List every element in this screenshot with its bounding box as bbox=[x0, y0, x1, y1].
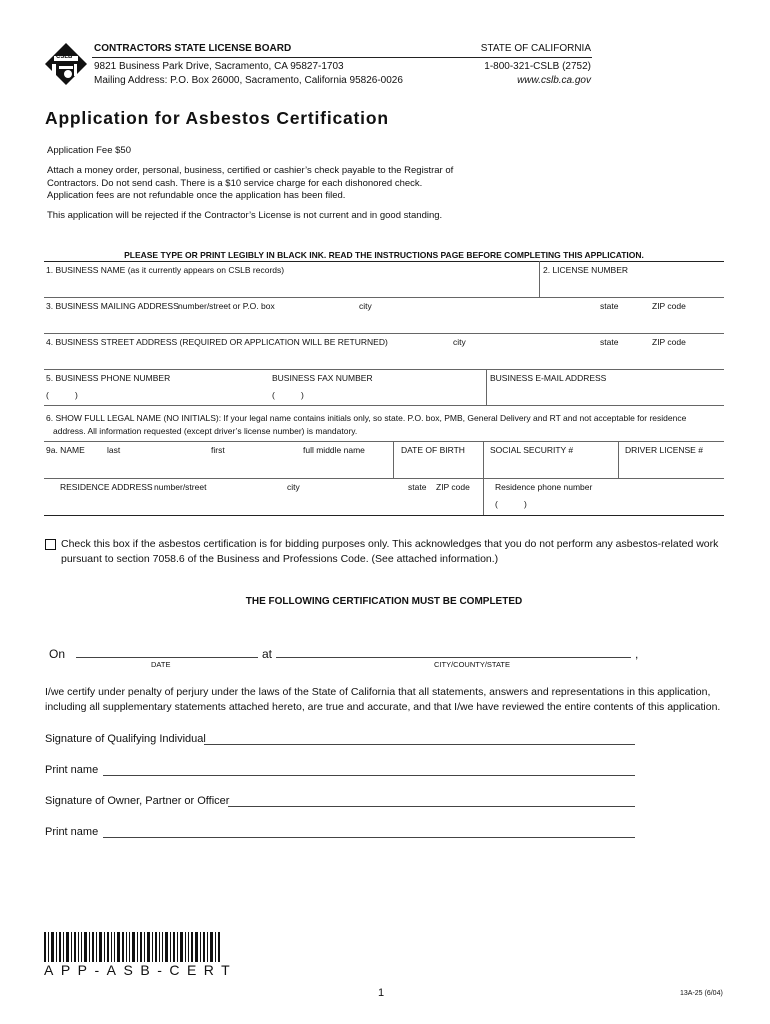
header-rule bbox=[92, 57, 592, 58]
grid-line bbox=[44, 369, 724, 370]
mailing-address-label: 3. BUSINESS MAILING ADDRESS bbox=[46, 301, 179, 311]
name-label: 9a. NAME bbox=[46, 445, 85, 455]
driver-license-input[interactable] bbox=[621, 456, 722, 476]
website-link[interactable]: www.cslb.ca.gov bbox=[517, 75, 591, 86]
street-city-label: city bbox=[453, 337, 466, 347]
first-name-label: first bbox=[211, 445, 225, 455]
residence-zip-label: ZIP code bbox=[436, 482, 470, 492]
mailing-state-label: state bbox=[600, 301, 619, 311]
residence-phone-input[interactable] bbox=[486, 494, 722, 513]
bidding-checkbox-text-2: pursuant to section 7058.6 of the Business and Professions Code. (See attached information.) bbox=[61, 553, 499, 565]
print-name-label-2: Print name bbox=[45, 826, 99, 838]
org-name: CONTRACTORS STATE LICENSE BOARD bbox=[94, 43, 292, 54]
on-label: On bbox=[49, 647, 66, 661]
perjury-statement-2: including all supplementary statements attached hereto, are true and accurate, and that I/we have reviewed the entire contents of this application. bbox=[45, 701, 721, 713]
res-phone-paren-open: ( bbox=[495, 499, 498, 509]
street-state-label: state bbox=[600, 337, 619, 347]
state-name: STATE OF CALIFORNIA bbox=[480, 43, 591, 54]
print-name-line-2[interactable] bbox=[103, 837, 635, 838]
mailing-address-input[interactable] bbox=[46, 312, 722, 331]
street-address: 9821 Business Park Drive, Sacramento, CA 95827-1703 bbox=[94, 61, 344, 72]
middle-name-label: full middle name bbox=[303, 445, 365, 455]
residence-address-label: RESIDENCE ADDRESS bbox=[60, 482, 153, 492]
grid-line bbox=[44, 441, 724, 442]
business-name-input[interactable] bbox=[46, 276, 536, 295]
business-email-input[interactable] bbox=[488, 384, 722, 403]
print-name-line-1[interactable] bbox=[103, 775, 635, 776]
phone-paren-close: ) bbox=[75, 390, 78, 400]
grid-divider bbox=[393, 441, 394, 478]
street-address-label: 4. BUSINESS STREET ADDRESS (REQUIRED OR APPLICATION WILL BE RETURNED) bbox=[46, 337, 388, 347]
driver-license-label: DRIVER LICENSE # bbox=[625, 445, 703, 455]
page-number: 1 bbox=[378, 987, 385, 999]
residence-phone-label: Residence phone number bbox=[495, 482, 593, 492]
bidding-only-checkbox[interactable] bbox=[45, 539, 56, 550]
grid-divider bbox=[483, 441, 484, 515]
ssn-label: SOCIAL SECURITY # bbox=[490, 445, 574, 455]
place-caption: CITY/COUNTY/STATE bbox=[434, 660, 510, 669]
rejection-notice: This application will be rejected if the Contractor’s License is not current and in good standing. bbox=[47, 210, 443, 221]
owner-signature-line[interactable] bbox=[228, 806, 635, 807]
mailing-city-label: city bbox=[359, 301, 372, 311]
payment-instructions: Attach a money order, personal, business, certified or cashier’s check payable to the Registrar of Contractors. Do not send cash. There is a $10 service charge for each dishonored check. Application fees are not refundable once the application has been filed. bbox=[47, 165, 454, 201]
print-name-label-1: Print name bbox=[45, 764, 99, 776]
qualifying-signature-line[interactable] bbox=[204, 744, 635, 745]
application-fee: Application Fee $50 bbox=[47, 145, 131, 156]
grid-divider bbox=[539, 261, 540, 297]
residence-state-label: state bbox=[408, 482, 427, 492]
last-name-label: last bbox=[107, 445, 121, 455]
full-name-input[interactable] bbox=[46, 456, 391, 476]
date-of-birth-label: DATE OF BIRTH bbox=[401, 445, 465, 455]
form-code: 13A-25 (6/04) bbox=[680, 990, 723, 997]
qualifying-signature-label: Signature of Qualifying Individual bbox=[45, 733, 206, 745]
place-comma: , bbox=[635, 647, 639, 661]
business-phone-input[interactable] bbox=[46, 384, 268, 403]
license-number-label: 2. LICENSE NUMBER bbox=[543, 265, 629, 275]
certification-heading: THE FOLLOWING CERTIFICATION MUST BE COMPLETED bbox=[245, 596, 523, 607]
residence-address-sublabel: number/street bbox=[154, 482, 207, 492]
date-caption: DATE bbox=[151, 660, 171, 669]
barcode-image bbox=[44, 932, 220, 962]
grid-line bbox=[44, 297, 724, 298]
fax-paren-open: ( bbox=[272, 390, 275, 400]
res-phone-paren-close: ) bbox=[524, 499, 527, 509]
street-address-input[interactable] bbox=[46, 348, 722, 367]
residence-city-label: city bbox=[287, 482, 300, 492]
street-zip-label: ZIP code bbox=[652, 337, 686, 347]
phone-paren-open: ( bbox=[46, 390, 49, 400]
mailing-address: Mailing Address: P.O. Box 26000, Sacramento, California 95826-0026 bbox=[94, 75, 403, 86]
legal-name-instructions-2: address. All information requested (except driver’s license number) is mandatory. bbox=[53, 426, 358, 436]
legal-name-instructions-1: 6. SHOW FULL LEGAL NAME (NO INITIALS): If your legal name contains initials only, so state. P.O. box, PMB, General Delivery and RT and not acceptable for residence bbox=[46, 413, 687, 423]
cslb-logo bbox=[44, 42, 88, 86]
phone-number: 1-800-321-CSLB (2752) bbox=[484, 61, 591, 72]
grid-line bbox=[44, 261, 724, 262]
mailing-zip-label: ZIP code bbox=[652, 301, 686, 311]
place-line[interactable] bbox=[276, 657, 631, 658]
at-label: at bbox=[262, 647, 273, 661]
page-title: Application for Asbestos Certification bbox=[45, 108, 389, 128]
form-instructions: PLEASE TYPE OR PRINT LEGIBLY IN BLACK INK. READ THE INSTRUCTIONS PAGE BEFORE COMPLETING THIS APPLICATION. bbox=[124, 250, 644, 260]
license-number-input[interactable] bbox=[541, 276, 721, 295]
grid-line bbox=[44, 515, 724, 516]
grid-line bbox=[44, 478, 724, 479]
residence-address-input[interactable] bbox=[46, 494, 480, 513]
bidding-checkbox-text-1: Check this box if the asbestos certification is for bidding purposes only. This acknowledges that you do not perform any asbestos-related work bbox=[61, 538, 719, 550]
business-email-label: BUSINESS E-MAIL ADDRESS bbox=[490, 373, 607, 383]
owner-signature-label: Signature of Owner, Partner or Officer bbox=[45, 795, 230, 807]
grid-divider bbox=[486, 369, 487, 405]
date-line[interactable] bbox=[76, 657, 258, 658]
date-of-birth-input[interactable] bbox=[396, 456, 481, 476]
mailing-address-sublabel: number/street or P.O. box bbox=[178, 301, 275, 311]
business-name-label: 1. BUSINESS NAME (as it currently appears on CSLB records) bbox=[46, 265, 285, 275]
barcode-text: APP-ASB-CERT bbox=[44, 962, 238, 978]
business-phone-label: 5. BUSINESS PHONE NUMBER bbox=[46, 373, 171, 383]
business-fax-label: BUSINESS FAX NUMBER bbox=[272, 373, 373, 383]
perjury-statement-1: I/we certify under penalty of perjury under the laws of the State of California that all statements, answers and representations in this application, bbox=[45, 686, 711, 698]
grid-line bbox=[44, 333, 724, 334]
logo-text: CSLB bbox=[56, 54, 73, 60]
grid-line bbox=[44, 405, 724, 406]
ssn-input[interactable] bbox=[486, 456, 616, 476]
fax-paren-close: ) bbox=[301, 390, 304, 400]
business-fax-input[interactable] bbox=[270, 384, 484, 403]
grid-divider bbox=[618, 441, 619, 478]
